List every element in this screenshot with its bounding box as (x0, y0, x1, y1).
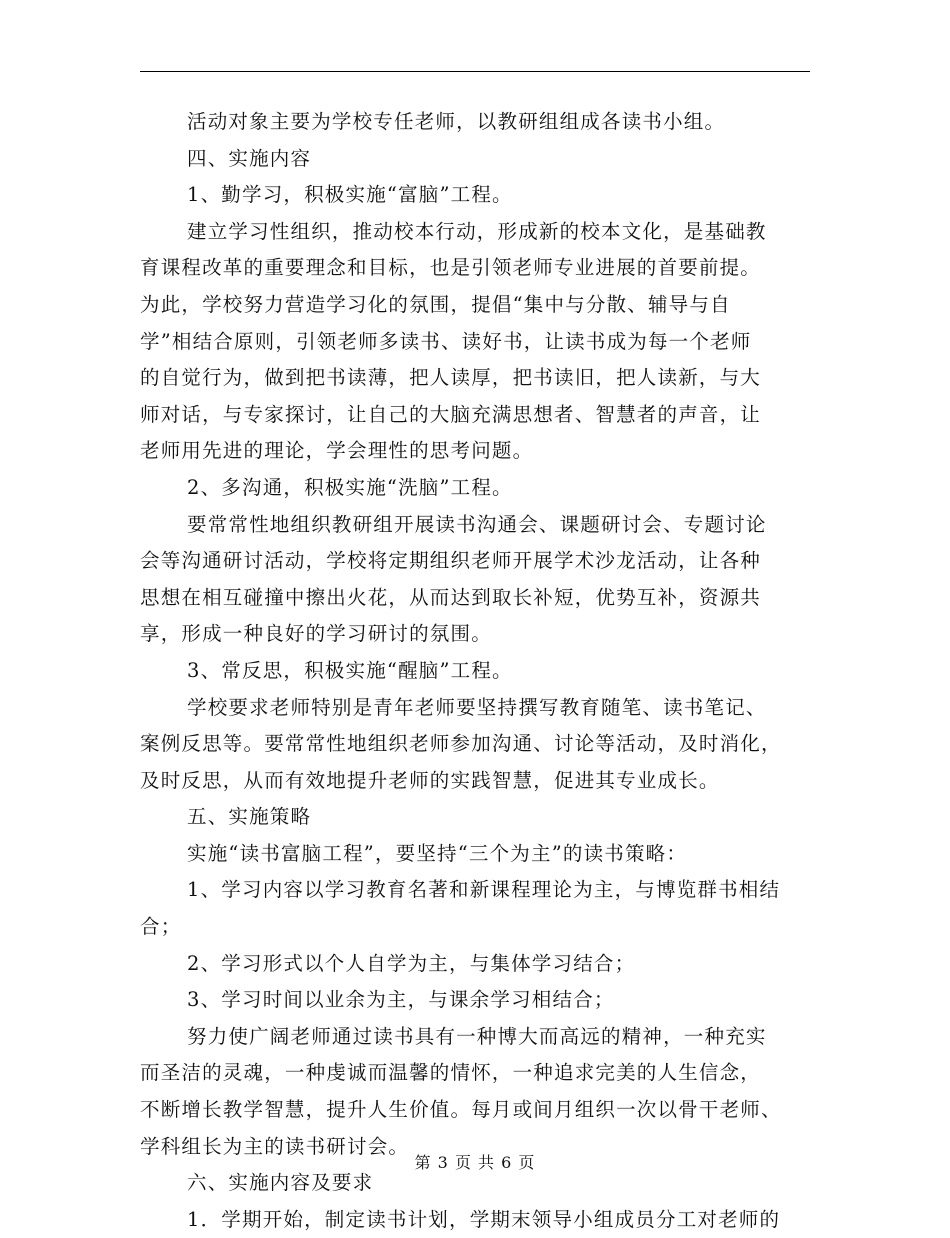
text-line: 学科组长为主的读书研讨会。 (140, 1134, 410, 1158)
text-line: 老师用先进的理论，学会理性的思考问题。 (140, 439, 534, 463)
text-line: 及时反思，从而有效地提升老师的实践智慧，促进其专业成长。 (140, 768, 720, 792)
header-rule (140, 71, 810, 72)
text-line: 思想在相互碰撞中擦出火花，从而达到取长补短，优势互补，资源共 (140, 585, 762, 609)
text-line: 育课程改革的重要理念和目标，也是引领老师专业进展的首要前提。 (140, 256, 762, 280)
text-line: 1、学习内容以学习教育名著和新课程理论为主，与博览群书相结 (187, 878, 781, 902)
text-line: 要常常性地组织教研组开展读书沟通会、课题研讨会、专题讨论 (187, 512, 767, 536)
body-text (140, 104, 812, 1238)
text-line: 1．学期开始，制定读书计划，学期末领导小组成员分工对老师的 (187, 1207, 781, 1231)
text-line: 六、实施内容及要求 (187, 1171, 374, 1195)
text-line: 合； (140, 915, 182, 939)
text-line: 案例反思等。要常常性地组织老师参加沟通、讨论等活动，及时消化， (140, 732, 782, 756)
text-line: 学”相结合原则，引领老师多读书、读好书，让读书成为每一个老师 (140, 329, 752, 353)
text-line: 活动对象主要为学校专任老师，以教研组组成各读书小组。 (187, 110, 726, 133)
text-line: 建立学习性组织，推动校本行动，形成新的校本文化，是基础教 (187, 219, 767, 243)
text-line: 的自觉行为，做到把书读薄，把人读厚，把书读旧，把人读新，与大 (140, 366, 762, 390)
text-line: 不断增长教学智慧，提升人生价值。每月或间月组织一次以骨干老师、 (140, 1098, 782, 1122)
text-line: 学校要求老师特别是青年老师要坚持撰写教育随笔、读书笔记、 (187, 695, 767, 719)
text-line: 1、勤学习，积极实施“富脑”工程。 (187, 183, 513, 207)
text-line: 3、学习时间以业余为主，与课余学习相结合； (187, 988, 615, 1012)
text-line: 享，形成一种良好的学习研讨的氛围。 (140, 622, 492, 646)
text-line: 而圣洁的灵魂，一种虔诚而温馨的情怀，一种追求完美的人生信念， (140, 1061, 762, 1085)
text-line: 3、常反思，积极实施“醒脑”工程。 (187, 658, 513, 682)
text-line: 2、多沟通，积极实施“洗脑”工程。 (187, 475, 513, 499)
text-line: 实施“读书富脑工程”，要坚持“三个为主”的读书策略： (187, 841, 688, 865)
text-line: 会等沟通研讨活动，学校将定期组织老师开展学术沙龙活动，让各种 (140, 549, 762, 573)
text-line: 五、实施策略 (187, 805, 312, 829)
text-line: 努力使广阔老师通过读书具有一种博大而高远的精神，一种充实 (187, 1024, 767, 1048)
text-line: 师对话，与专家探讨，让自己的大脑充满思想者、智慧者的声音，让 (140, 402, 762, 426)
text-line: 四、实施内容 (187, 146, 312, 170)
text-line: 2、学习形式以个人自学为主，与集体学习结合； (187, 951, 636, 975)
page-number: 第 3 页 共 6 页 (414, 1153, 536, 1172)
text-line: 为此，学校努力营造学习化的氛围，提倡“集中与分散、辅导与自 (140, 292, 731, 316)
